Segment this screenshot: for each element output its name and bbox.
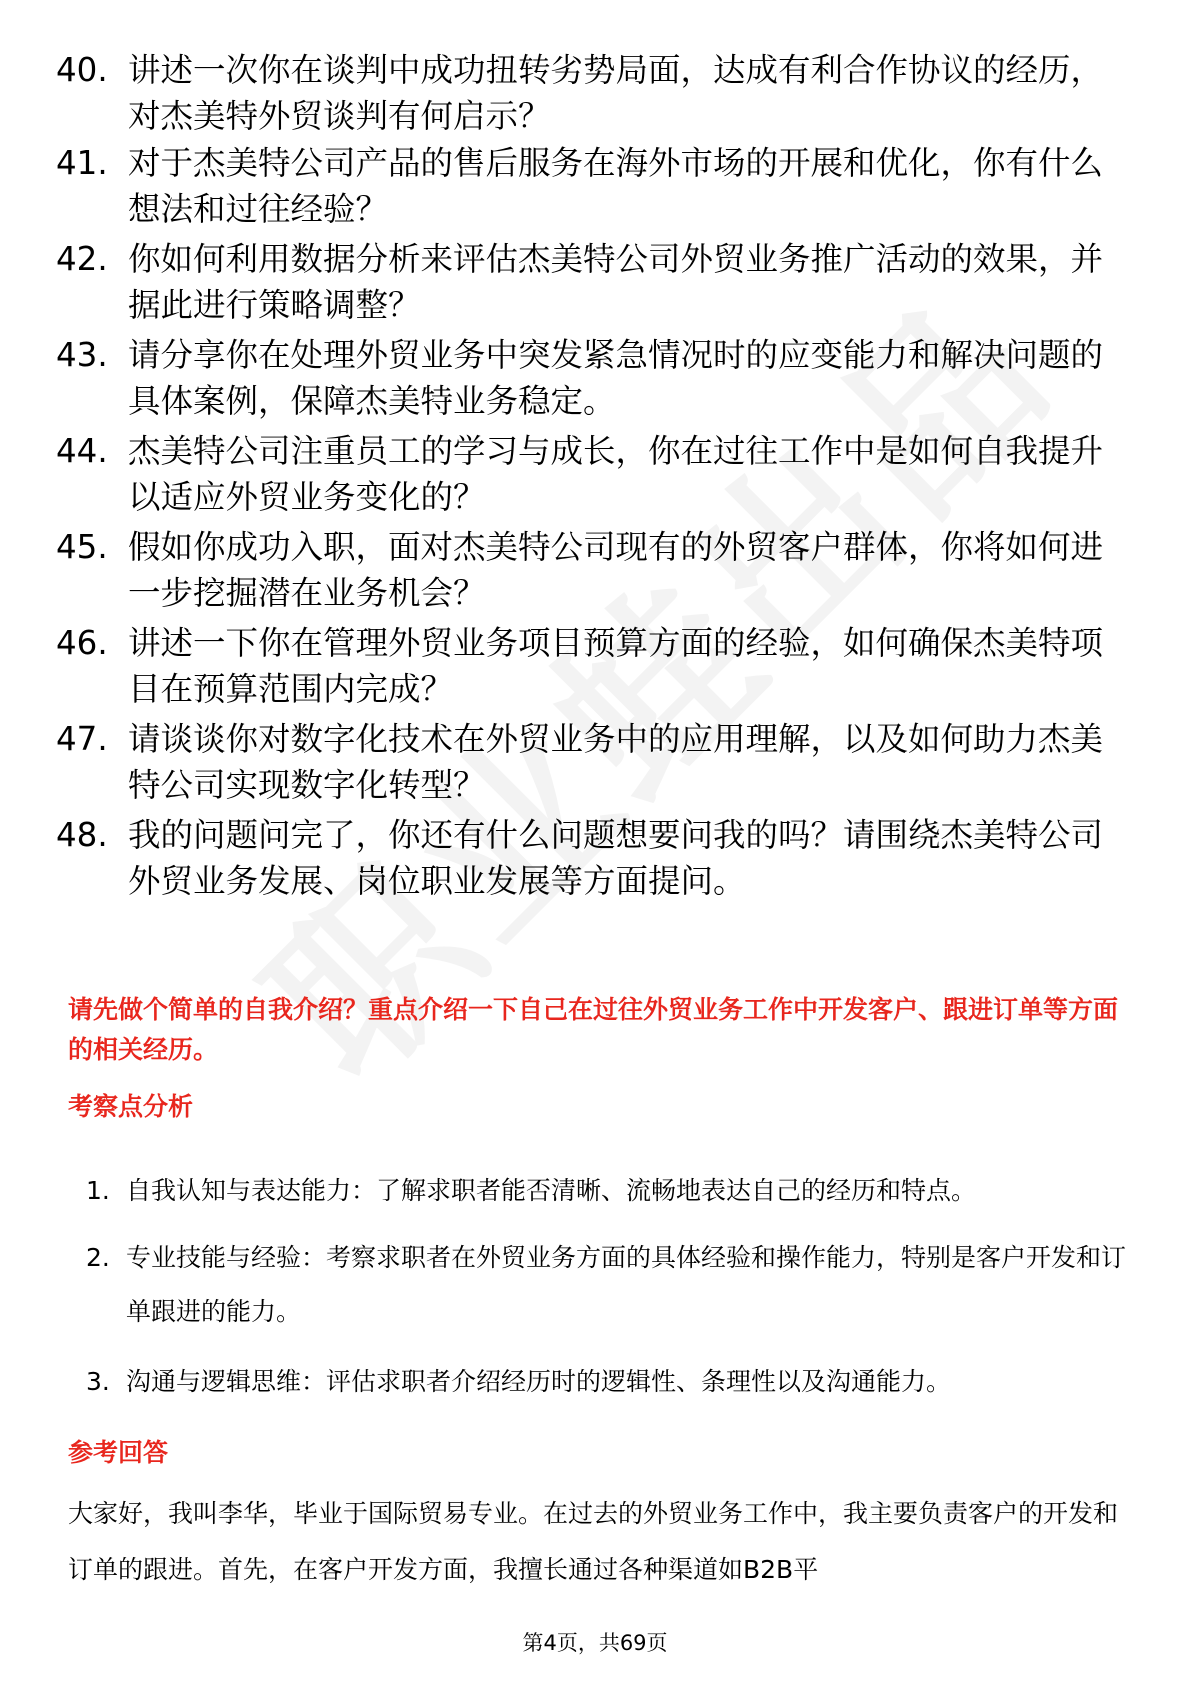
- question-number: 44.: [56, 432, 108, 470]
- question-text: 杰美特公司注重员工的学习与成长，你在过往工作中是如何自我提升以适应外贸业务变化的？: [128, 432, 1104, 516]
- question-number: 41.: [56, 144, 108, 182]
- question-number: 47.: [56, 720, 108, 758]
- analysis-text: 自我认知与表达能力：了解求职者能否清晰、流畅地表达自己的经历和特点。: [126, 1176, 977, 1205]
- analysis-number: 3.: [86, 1367, 110, 1396]
- question-number: 43.: [56, 336, 108, 374]
- analysis-number: 2.: [86, 1243, 110, 1272]
- question-text: 我的问题问完了，你还有什么问题想要问我的吗？请围绕杰美特公司外贸业务发展、岗位职业发展等方面提问。: [128, 816, 1104, 900]
- page-number: 第4页，共69页: [522, 1631, 668, 1655]
- reference-heading: 参考回答: [68, 1438, 169, 1467]
- question-number: 40.: [56, 51, 108, 89]
- featured-question: 请先做个简单的自我介绍？重点介绍一下自己在过往外贸业务工作中开发客户、跟进订单等方面的相关经历。: [68, 995, 1119, 1064]
- question-text: 讲述一下你在管理外贸业务项目预算方面的经验，如何确保杰美特项目在预算范围内完成？: [128, 624, 1104, 708]
- question-text: 请分享你在处理外贸业务中突发紧急情况时的应变能力和解决问题的具体案例，保障杰美特业务稳定。: [128, 336, 1104, 420]
- reference-answer: 大家好，我叫李华，毕业于国际贸易专业。在过去的外贸业务工作中，我主要负责客户的开发和订单的跟进。首先，在客户开发方面，我擅长通过各种渠道如B2B平: [68, 1499, 1119, 1584]
- question-number: 48.: [56, 816, 108, 854]
- question-number: 42.: [56, 240, 108, 278]
- question-number: 45.: [56, 528, 108, 566]
- analysis-number: 1.: [86, 1176, 110, 1205]
- question-text: 假如你成功入职，面对杰美特公司现有的外贸客户群体，你将如何进一步挖掘潜在业务机会？: [128, 528, 1104, 612]
- question-text: 讲述一次你在谈判中成功扭转劣势局面，达成有利合作协议的经历，对杰美特外贸谈判有何启示？: [128, 51, 1104, 135]
- question-text: 你如何利用数据分析来评估杰美特公司外贸业务推广活动的效果，并据此进行策略调整？: [128, 240, 1104, 324]
- analysis-text: 沟通与逻辑思维：评估求职者介绍经历时的逻辑性、条理性以及沟通能力。: [126, 1367, 952, 1396]
- analysis-text: 专业技能与经验：考察求职者在外贸业务方面的具体经验和操作能力，特别是客户开发和订单跟进的能力。: [126, 1243, 1127, 1326]
- analysis-heading: 考察点分析: [68, 1092, 194, 1121]
- question-number: 46.: [56, 624, 108, 662]
- question-text: 对于杰美特公司产品的售后服务在海外市场的开展和优化，你有什么想法和过往经验？: [128, 144, 1104, 228]
- question-text: 请谈谈你对数字化技术在外贸业务中的应用理解，以及如何助力杰美特公司实现数字化转型？: [128, 720, 1104, 804]
